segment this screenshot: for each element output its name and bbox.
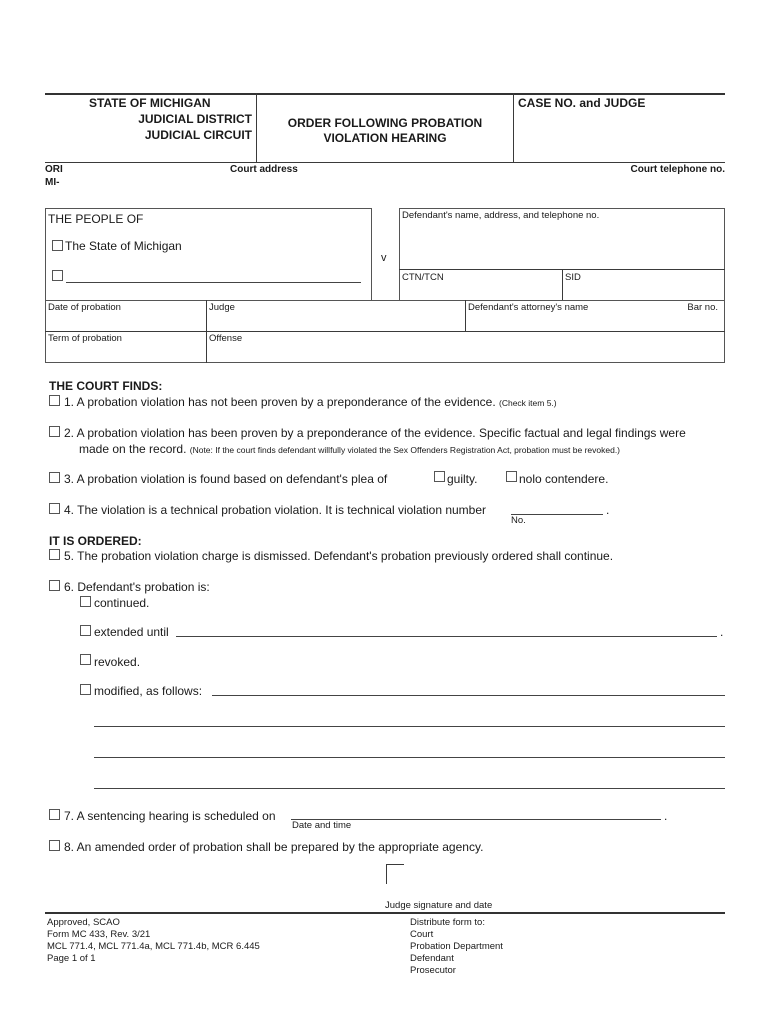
district-label: JUDICIAL DISTRICT <box>138 112 252 126</box>
item5-label: 5. The probation violation charge is dismissed. Defendant's probation previously ordered shall continue. <box>64 549 614 563</box>
hearing-date-caption: Date and time <box>292 820 352 831</box>
header-divider-left <box>256 93 257 163</box>
versus-label: v <box>381 252 387 264</box>
distribute-prosecutor: Prosecutor <box>410 965 456 976</box>
form-title-line2: VIOLATION HEARING <box>323 131 447 145</box>
case-no-label: CASE NO. and JUDGE <box>518 96 646 110</box>
distribute-defendant: Defendant <box>410 953 454 964</box>
case-fields-col2 <box>465 300 466 331</box>
mcl-label: MCL 771.4, MCL 771.4a, MCL 771.4b, MCR 6.445 <box>47 941 260 952</box>
revoked-label: revoked. <box>94 655 141 669</box>
item4-checkbox[interactable] <box>49 503 60 514</box>
court-telephone-label: Court telephone no. <box>630 164 725 175</box>
extended-checkbox[interactable] <box>80 625 91 636</box>
modified-line-2[interactable] <box>94 726 725 727</box>
extended-label: extended until <box>94 625 169 639</box>
defendant-label: Defendant's name, address, and telephone no. <box>402 210 600 221</box>
modified-line-4[interactable] <box>94 788 725 789</box>
ctn-label: CTN/TCN <box>402 272 444 283</box>
header-top-rule <box>45 93 725 95</box>
judge-label: Judge <box>209 302 235 313</box>
case-fields-col1 <box>206 300 207 363</box>
header-bottom-rule <box>45 162 725 163</box>
item2-checkbox[interactable] <box>49 426 60 437</box>
bar-no-label: Bar no. <box>687 302 718 313</box>
court-finds-heading: THE COURT FINDS: <box>49 379 163 393</box>
continued-label: continued. <box>94 596 150 610</box>
item5-checkbox[interactable] <box>49 549 60 560</box>
case-fields-row-rule <box>45 331 725 332</box>
form-number-label: Form MC 433, Rev. 3/21 <box>47 929 151 940</box>
item1-note: (Check item 5.) <box>499 398 557 408</box>
item1-checkbox[interactable] <box>49 395 60 406</box>
modified-line-1[interactable] <box>212 695 725 696</box>
guilty-label: guilty. <box>447 472 478 486</box>
modified-line-3[interactable] <box>94 757 725 758</box>
distribute-court: Court <box>410 929 434 940</box>
signature-line[interactable] <box>45 912 725 914</box>
people-of-label: THE PEOPLE OF <box>48 212 144 226</box>
extended-period: . <box>720 625 724 639</box>
other-plaintiff-line[interactable] <box>66 282 361 283</box>
signature-corner-vertical <box>386 864 387 884</box>
signature-corner-horizontal <box>386 864 404 865</box>
continued-checkbox[interactable] <box>80 596 91 607</box>
court-address-label: Court address <box>230 164 298 175</box>
item6-label: 6. Defendant's probation is: <box>64 580 210 594</box>
item8-label: 8. An amended order of probation shall be prepared by the appropriate agency. <box>64 840 484 854</box>
item7-label: 7. A sentencing hearing is scheduled on <box>64 809 276 823</box>
nolo-contendere-checkbox[interactable] <box>506 471 517 482</box>
form-title-line1: ORDER FOLLOWING PROBATION <box>287 116 483 130</box>
circuit-label: JUDICIAL CIRCUIT <box>144 128 252 142</box>
page-label: Page 1 of 1 <box>47 953 96 964</box>
ctn-sid-divider <box>562 269 563 301</box>
it-is-ordered-heading: IT IS ORDERED: <box>49 534 142 548</box>
extended-until-line[interactable] <box>176 636 717 637</box>
guilty-checkbox[interactable] <box>434 471 445 482</box>
defendant-attorney-label: Defendant's attorney's name <box>468 302 589 313</box>
state-of-michigan-checkbox[interactable] <box>52 240 63 251</box>
item2-line1: 2. A probation violation has been proven by a preponderance of the evidence. Specific factual and legal findings were <box>64 426 686 440</box>
term-of-probation-label: Term of probation <box>48 333 122 344</box>
header-divider-right <box>513 93 514 163</box>
violation-number-caption: No. <box>511 515 526 526</box>
approved-label: Approved, SCAO <box>47 917 120 928</box>
distribute-probation: Probation Department <box>410 941 503 952</box>
sid-label: SID <box>565 272 581 283</box>
other-plaintiff-checkbox[interactable] <box>52 270 63 281</box>
state-of-michigan-label: The State of Michigan <box>65 239 182 253</box>
signature-caption: Judge signature and date <box>385 900 493 911</box>
item8-checkbox[interactable] <box>49 840 60 851</box>
item1-text <box>64 395 557 410</box>
state-label: STATE OF MICHIGAN <box>89 96 211 110</box>
item3-checkbox[interactable] <box>49 472 60 483</box>
revoked-checkbox[interactable] <box>80 654 91 665</box>
nolo-contendere-label: nolo contendere. <box>519 472 609 486</box>
ori-label: ORI <box>45 164 63 175</box>
item1-label: 1. A probation violation has not been proven by a preponderance of the evidence. <box>64 395 496 409</box>
modified-label: modified, as follows: <box>94 684 203 698</box>
item6-checkbox[interactable] <box>49 580 60 591</box>
item4-label: 4. The violation is a technical probation violation. It is technical violation number <box>64 503 487 517</box>
item3-label: 3. A probation violation is found based on defendant's plea of <box>64 472 388 486</box>
date-of-probation-label: Date of probation <box>48 302 121 313</box>
offense-label: Offense <box>209 333 243 344</box>
item2-line2 <box>79 442 620 457</box>
item2-note: (Note: If the court finds defendant willfully violated the Sex Offenders Registration Act, probation must be revoked.) <box>189 445 621 455</box>
item2-label: made on the record. <box>79 442 187 456</box>
distribute-heading: Distribute form to: <box>410 917 485 928</box>
item4-period: . <box>606 503 610 517</box>
modified-checkbox[interactable] <box>80 684 91 695</box>
mi-label: MI- <box>45 177 60 188</box>
item7-period: . <box>664 809 668 823</box>
item7-checkbox[interactable] <box>49 809 60 820</box>
